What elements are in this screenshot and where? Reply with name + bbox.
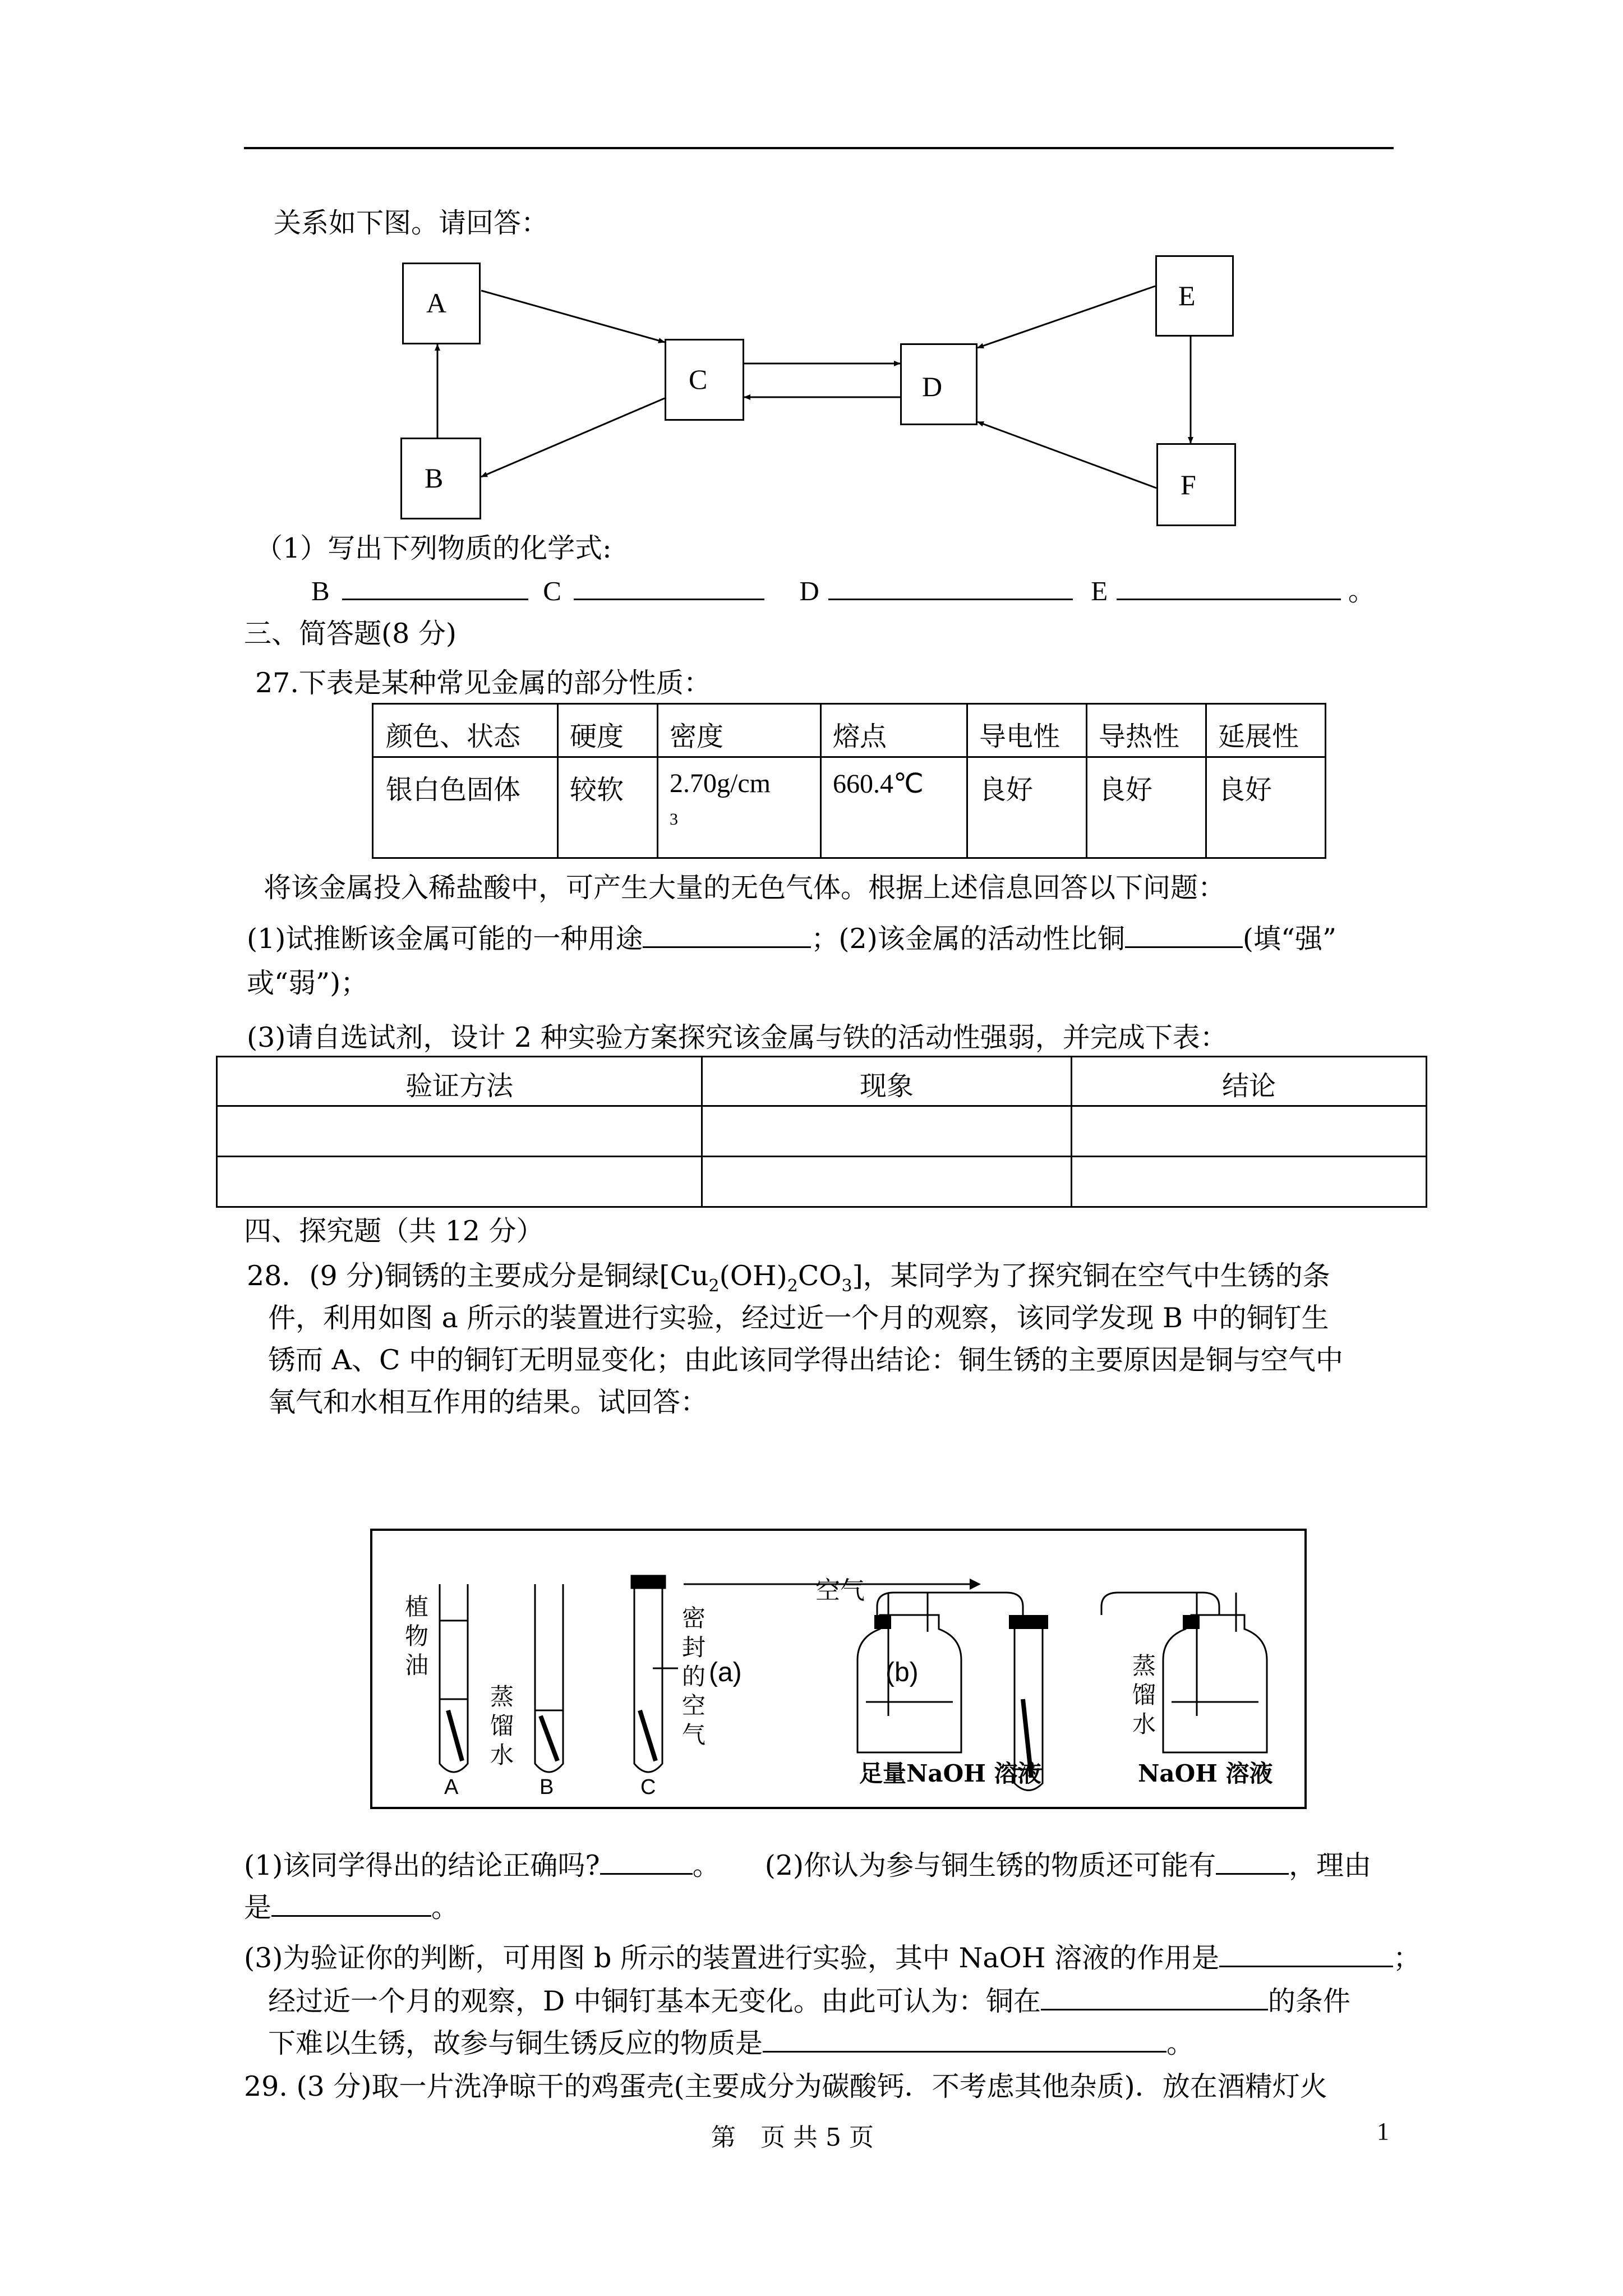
experiment-cell[interactable] <box>702 1157 1072 1207</box>
q28-reason-blank[interactable] <box>271 1890 431 1917</box>
q27-use-prompt: (1)试推断该金属可能的一种用途 <box>247 923 643 955</box>
q1-end: 。 <box>1348 576 1376 606</box>
q28-line-1 <box>247 1259 1330 1303</box>
experiment-header-conclusion: 结论 <box>1072 1057 1427 1106</box>
q28-line-4: 氧气和水相互作用的结果。试回答： <box>268 1386 708 1418</box>
q27-line-3: 或“弱”)； <box>247 967 368 999</box>
q28-punct: 。 <box>431 1892 459 1924</box>
q28-line-3: 锈而 A、C 中的铜钉无明显变化；由此该同学得出结论：铜生锈的主要原因是铜与空气中 <box>268 1344 1344 1376</box>
experiment-cell[interactable] <box>1072 1106 1427 1157</box>
q29-line-1: 29. (3 分)取一片洗净晾干的鸡蛋壳(主要成分为碳酸钙．不考虑其他杂质)．放在酒精灯火 <box>244 2070 1327 2102</box>
q28-reason-prompt: 是 <box>244 1892 272 1924</box>
experiment-header-method: 验证方法 <box>217 1057 702 1106</box>
q28-substance-prompt: 下难以生锈，故参与铜生锈反应的物质是 <box>268 2027 763 2059</box>
q28-punct: 的条件 <box>1267 1985 1350 2017</box>
q28-text: 28．(9 分)铜锈的主要成分是铜绿[Cu <box>247 1260 709 1292</box>
diagram-arrows <box>0 0 1623 539</box>
section-4-title: 四、探究题（共 12 分） <box>244 1215 544 1247</box>
q28-answer-line-2 <box>244 1890 459 1925</box>
q28-answer-line-1 <box>244 1848 1371 1883</box>
property-value: 良好 <box>1206 757 1326 858</box>
footer-page-number: 1 <box>1377 2118 1389 2145</box>
node-c: C <box>665 339 744 421</box>
water-label-b: 蒸馏水 <box>1132 1652 1156 1738</box>
q1-blank-d[interactable] <box>828 574 1073 600</box>
q28-sub: 3 <box>841 1276 852 1296</box>
property-value: 660.4℃ <box>821 757 967 858</box>
oil-label: 植物油 <box>405 1593 429 1679</box>
water-label-a: 蒸馏水 <box>490 1683 514 1769</box>
q27-line-2 <box>247 922 1336 956</box>
q28-punct: ，理由 <box>1289 1849 1372 1881</box>
figure-label-b: (b) <box>886 1658 919 1687</box>
density-unit-exponent: 3 <box>670 810 678 829</box>
property-header: 导热性 <box>1087 704 1206 757</box>
experiment-cell[interactable] <box>217 1157 702 1207</box>
naoh-left-label: 足量NaOH 溶液 <box>859 1760 1041 1787</box>
wash-bottle-right <box>1163 1615 1267 1752</box>
tube-label-b: B <box>540 1775 554 1799</box>
q1-label-c: C <box>543 576 561 606</box>
property-header: 熔点 <box>821 704 967 757</box>
property-header: 硬度 <box>558 704 658 757</box>
experiment-row <box>217 1106 1427 1157</box>
q28-text: ]，某同学为了探究铜在空气中生锈的条 <box>852 1260 1330 1292</box>
node-b: B <box>400 438 481 519</box>
q27-line-1: 将该金属投入稀盐酸中，可产生大量的无色气体。根据上述信息回答以下问题： <box>264 872 1226 904</box>
q28-condition-prompt: 经过近一个月的观察，D 中铜钉基本无变化。由此可认为：铜在 <box>268 1985 1041 2017</box>
property-value: 较软 <box>558 757 658 858</box>
connecting-pipe <box>1101 1593 1219 1615</box>
q28-answer-line-5 <box>268 2026 1194 2060</box>
q28-sub: 2 <box>708 1276 720 1296</box>
footer-page-info: 第 页 共 5 页 <box>711 2123 874 2152</box>
property-header: 导电性 <box>967 704 1087 757</box>
q27-use-blank[interactable] <box>643 922 811 948</box>
property-header: 颜色、状态 <box>373 704 558 757</box>
q27-fill-hint: (填“强” <box>1242 923 1337 955</box>
experiment-header-row <box>217 1057 1427 1106</box>
tube-label-a: A <box>444 1775 459 1799</box>
experiment-cell[interactable] <box>702 1106 1072 1157</box>
property-header: 延展性 <box>1206 704 1326 757</box>
q27-activity-prompt: ；(2)该金属的活动性比铜 <box>811 923 1125 955</box>
q28-punct: 。 <box>692 1849 720 1881</box>
q28-q1-prompt: (1)该同学得出的结论正确吗? <box>244 1849 600 1881</box>
node-d: D <box>900 343 978 425</box>
q1-prompt: （1）写出下列物质的化学式: <box>255 532 612 564</box>
q28-text: (OH) <box>719 1260 787 1292</box>
q1-blank-c[interactable] <box>574 574 764 600</box>
property-header-row <box>373 704 1326 757</box>
air-label: 空气 <box>815 1576 865 1605</box>
q28-answer-line-4 <box>268 1984 1350 2018</box>
figure-label-a: (a) <box>709 1658 742 1687</box>
q1-blank-b[interactable] <box>342 574 528 600</box>
q27-activity-blank[interactable] <box>1125 922 1243 948</box>
q1-label-d: D <box>799 576 819 606</box>
property-header: 密度 <box>658 704 821 757</box>
q1-label-b: B <box>311 576 330 606</box>
q1-label-e: E <box>1091 576 1108 606</box>
q28-condition-blank[interactable] <box>1041 1984 1268 2010</box>
node-f: F <box>1156 443 1236 526</box>
q1-fields <box>311 574 1376 608</box>
experiment-cell[interactable] <box>1072 1157 1427 1207</box>
q28-answer-line-3 <box>244 1941 1421 1975</box>
node-a: A <box>402 263 481 344</box>
q28-q3-prompt: (3)为验证你的判断，可用图 b 所示的装置进行实验，其中 NaOH 溶液的作用是 <box>244 1942 1220 1974</box>
sealed-air-label: 密封的空气 <box>682 1604 706 1749</box>
q1-blank-e[interactable] <box>1117 574 1341 600</box>
node-e: E <box>1155 255 1234 337</box>
tube-label-c: C <box>640 1775 656 1799</box>
q28-punct: ； <box>1393 1942 1421 1974</box>
q28-q2-blank[interactable] <box>1216 1848 1289 1875</box>
property-value: 良好 <box>967 757 1087 858</box>
q27-line-4: (3)请自选试剂，设计 2 种实验方案探究该金属与铁的活动性强弱，并完成下表： <box>247 1022 1228 1053</box>
apparatus-figure <box>370 1529 1307 1809</box>
q28-line-2: 件，利用如图 a 所示的装置进行实验，经过近一个月的观察，该同学发现 B 中的铜钉生 <box>268 1302 1329 1334</box>
density-value: 2.70g/cm <box>670 769 771 798</box>
experiment-row <box>217 1157 1427 1207</box>
property-table <box>372 703 1326 859</box>
q28-naoh-role-blank[interactable] <box>1219 1941 1393 1967</box>
property-value: 银白色固体 <box>373 757 558 858</box>
experiment-header-phenomenon: 现象 <box>702 1057 1072 1106</box>
test-tube-a <box>440 1584 468 1772</box>
property-value-row <box>373 757 1326 858</box>
experiment-cell[interactable] <box>217 1106 702 1157</box>
q28-q1-blank[interactable] <box>600 1848 693 1875</box>
naoh-right-label: NaOH 溶液 <box>1138 1760 1273 1787</box>
q27-intro: 27.下表是某种常见金属的部分性质： <box>255 667 711 699</box>
section-3-title: 三、简答题(8 分) <box>244 618 457 650</box>
property-value-density <box>658 757 821 858</box>
q28-substance-blank[interactable] <box>763 2026 1166 2053</box>
intro-text: 关系如下图。请回答： <box>274 207 549 239</box>
q28-sub: 2 <box>787 1276 798 1296</box>
property-value: 良好 <box>1087 757 1206 858</box>
q28-punct: 。 <box>1166 2027 1195 2059</box>
experiment-table <box>216 1056 1427 1208</box>
connecting-pipe <box>877 1593 1023 1615</box>
q28-q2-prompt: (2)你认为参与铜生锈的物质还可能有 <box>764 1849 1216 1881</box>
q28-text: CO <box>797 1260 842 1292</box>
